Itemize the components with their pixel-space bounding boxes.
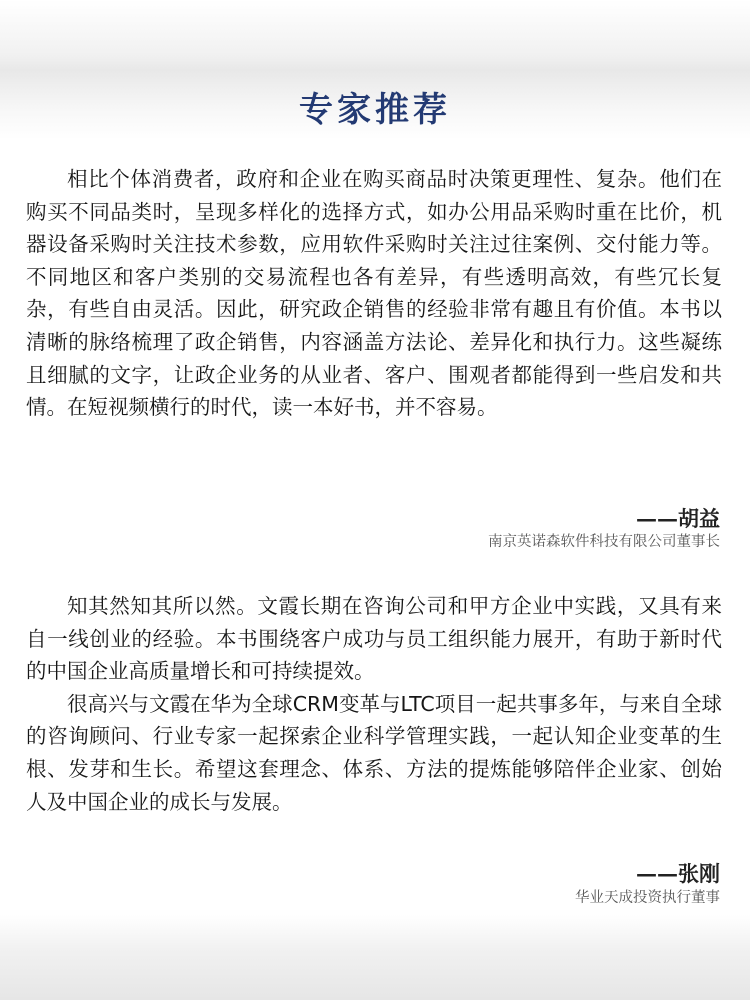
recommender-1-signature: ——胡益 — [636, 506, 720, 531]
recommendation-1-text — [26, 163, 722, 424]
recommendation-paragraph: 很高兴与文霞在华为全球CRM变革与LTC项目一起共事多年，与来自全球的咨询顾问、行业专家一起探索企业科学管理实践，一起认知企业变革的生根、发芽和生长。希望这套理念、体系、方法的提炼能够陪伴企业家、创始人及中国企业的成长与发展。 — [26, 691, 722, 814]
background-band — [0, 915, 750, 1000]
recommender-2-signature: ——张刚 — [636, 861, 720, 886]
recommendation-paragraph: 相比个体消费者，政府和企业在购买商品时决策更理性、复杂。他们在购买不同品类时，呈现多样化的选择方式，如办公用品采购时重在比价，机器设备采购时关注技术参数，应用软件采购时关注过往案例、交付能力等。不同地区和客户类别的交易流程也各有差异，有些透明高效，有些冗长复杂，有些自由灵活。因此，研究政企销售的经验非常有趣且有价值。本书以清晰的脉络梳理了政企销售，内容涵盖方法论、差异化和执行力。这些凝练且细腻的文字，让政企业务的从业者、客户、围观者都能得到一些启发和共情。在短视频横行的时代，读一本好书，并不容易。 — [26, 167, 722, 420]
recommendation-paragraph: 知其然知其所以然。文霞长期在咨询公司和甲方企业中实践，又具有来自一线创业的经验。本书围绕客户成功与员工组织能力展开，有助于新时代的中国企业高质量增长和可持续提效。 — [26, 594, 722, 684]
page-title: 专家推荐 — [299, 90, 451, 130]
recommender-1-title: 南京英诺森软件科技有限公司董事长 — [488, 534, 720, 550]
recommender-2-title: 华业天成投资执行董事 — [575, 890, 720, 906]
recommendation-2-text — [26, 590, 722, 818]
